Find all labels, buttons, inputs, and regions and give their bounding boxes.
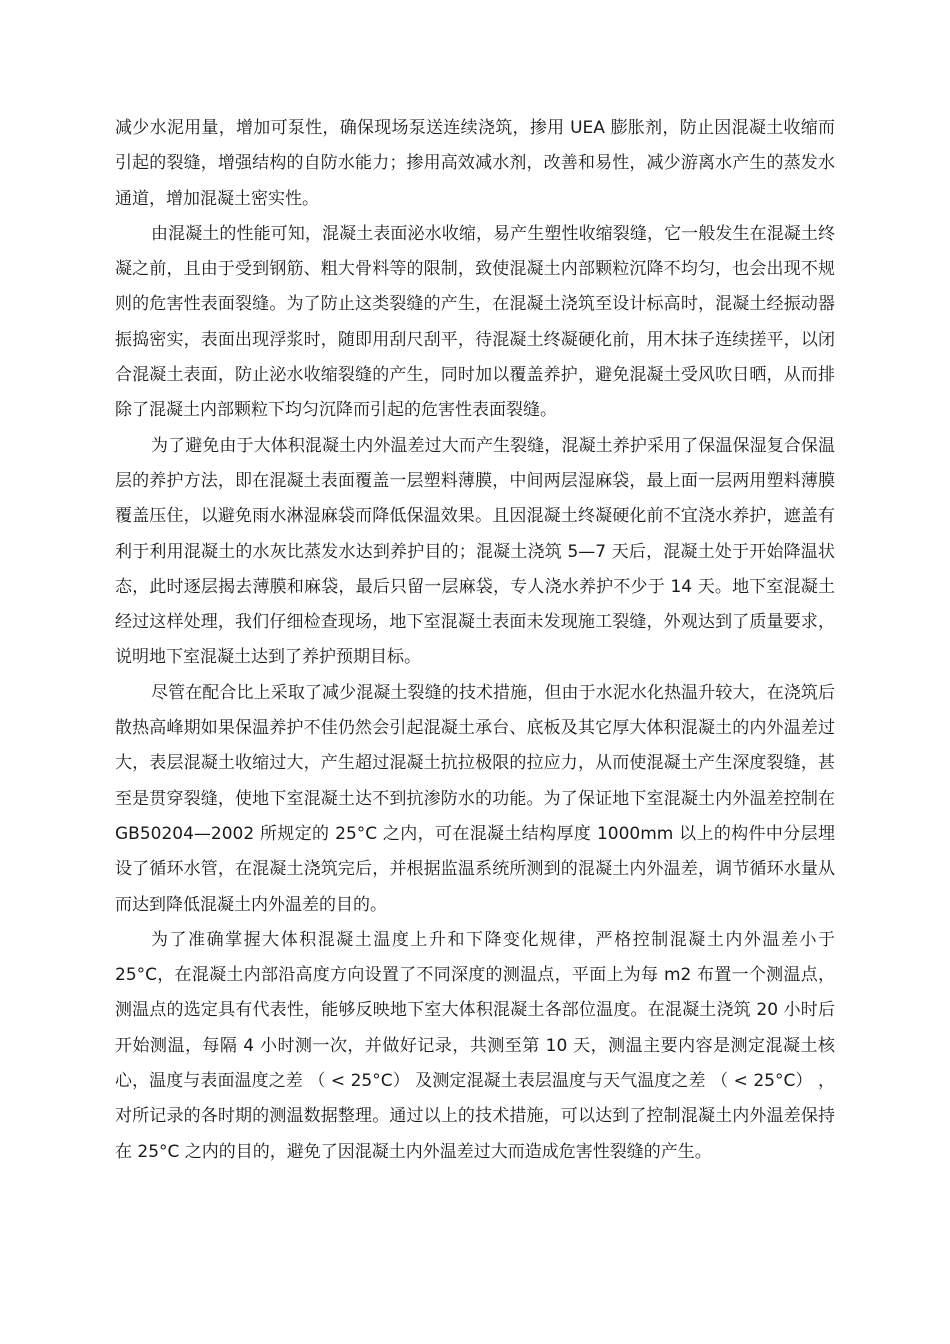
document-body — [115, 111, 835, 1170]
paragraph-1: 减少水泥用量，增加可泵性，确保现场泵送连续浇筑，掺用 UEA 膨胀剂，防止因混凝土收缩而引起的裂缝，增强结构的自防水能力；掺用高效减水剂，改善和易性，减少游离水产生的蒸发水通道，增加混凝土密实性。 — [115, 118, 835, 209]
paragraph-5: 为了准确掌握大体积混凝土温度上升和下降变化规律，严格控制混凝土内外温差小于 25°C，在混凝土内部沿高度方向设置了不同深度的测温点，平面上为每 m2 布置一个测温点，测温点的选定具有代表性，能够反映地下室大体积混凝土各部位温度。在混凝土浇筑 20 小时后开始测温，每隔 4 小时测一次，并做好记录，共测至第 10 天，测温主要内容是测定混凝土核心，温度与表面温度之差 （ < 25°C） 及测定混凝土表层温度与天气温度之差 （ < 25°C） ，对所记录的各时期的测温数据整理。通过以上的技术措施，可以达到了控制混凝土内外温差保持在 25°C 之内的目的，避免了因混凝土内外温差过大而造成危害性裂缝的产生。 — [115, 929, 835, 1162]
paragraph-4: 尽管在配合比上采取了减少混凝土裂缝的技术措施，但由于水泥水化热温升较大，在浇筑后散热高峰期如果保温养护不佳仍然会引起混凝土承台、底板及其它厚大体积混凝土的内外温差过大，表层混凝土收缩过大，产生超过混凝土抗拉极限的拉应力，从而使混凝土产生深度裂缝，甚至是贯穿裂缝，使地下室混凝土达不到抗渗防水的功能。为了保证地下室混凝土内外温差控制在 GB50204—2002 所规定的 25°C 之内，可在混凝土结构厚度 1000mm 以上的构件中分层埋设了循环水管，在混凝土浇筑完后，并根据监温系统所测到的混凝土内外温差，调节循环水量从而达到降低混凝土内外温差的目的。 — [115, 682, 835, 915]
paragraph-2: 由混凝土的性能可知，混凝土表面泌水收缩，易产生塑性收缩裂缝，它一般发生在混凝土终凝之前，且由于受到钢筋、粗大骨料等的限制，致使混凝土内部颗粒沉降不均匀，也会出现不规则的危害性表面裂缝。为了防止这类裂缝的产生，在混凝土浇筑至设计标高时，混凝土经振动器振捣密实，表面出现浮浆时，随即用刮尺刮平，待混凝土终凝硬化前，用木抹子连续搓平，以闭合混凝土表面，防止泌水收缩裂缝的产生，同时加以覆盖养护，避免混凝土受风吹日晒，从而排除了混凝土内部颗粒下均匀沉降而引起的危害性表面裂缝。 — [115, 223, 835, 421]
paragraph-3: 为了避免由于大体积混凝土内外温差过大而产生裂缝，混凝土养护采用了保温保湿复合保温层的养护方法，即在混凝土表面覆盖一层塑料薄膜，中间两层湿麻袋，最上面一层两用塑料薄膜覆盖压住，以避免雨水淋湿麻袋而降低保温效果。且因混凝土终凝硬化前不宜浇水养护，遮盖有利于利用混凝土的水灰比蒸发水达到养护目的；混凝土浇筑 5—7 天后，混凝土处于开始降温状态，此时逐层揭去薄膜和麻袋，最后只留一层麻袋，专人浇水养护不少于 14 天。地下室混凝土经过这样处理，我们仔细检查现场，地下室混凝土表面未发现施工裂缝，外观达到了质量要求，说明地下室混凝土达到了养护预期目标。 — [115, 435, 835, 668]
